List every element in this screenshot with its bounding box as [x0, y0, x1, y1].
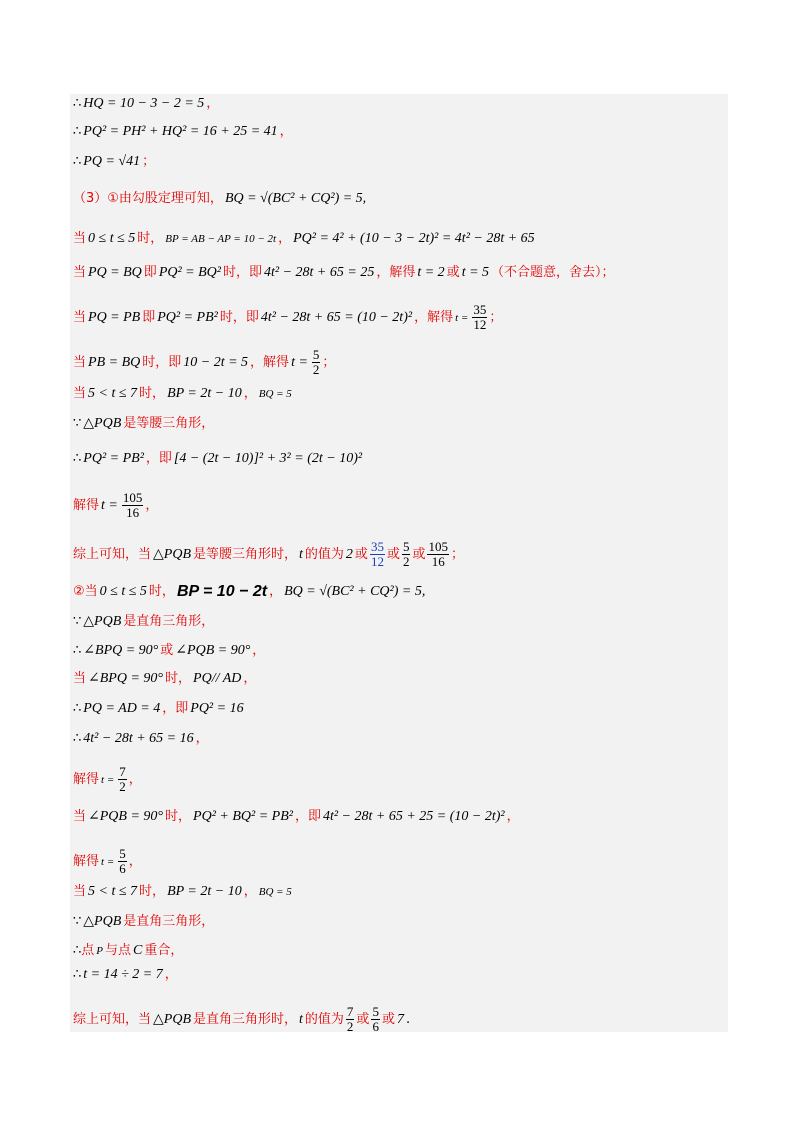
explanation-text: 或: [354, 546, 368, 562]
math-expression: PQ = √41: [83, 154, 141, 169]
explanation-text: ，: [506, 809, 520, 824]
explanation-text: 时，: [148, 584, 175, 599]
logic-symbol: ∵: [73, 914, 82, 929]
explanation-text: 时，即: [219, 309, 259, 325]
explanation-text: ，: [206, 96, 220, 111]
solution-line: [73, 700, 246, 718]
explanation-text: ，即: [162, 701, 189, 716]
explanation-text: 是等腰三角形时，: [193, 546, 298, 562]
explanation-text: 即: [143, 265, 157, 280]
explanation-text: 是直角三角形，: [123, 914, 215, 929]
explanation-text: ，解得: [376, 265, 416, 280]
math-expression: △PQB: [83, 614, 122, 629]
fraction-numerator: 35: [370, 539, 384, 554]
fraction: [402, 540, 411, 569]
solution-line: [73, 808, 520, 826]
solution-line: [73, 966, 178, 984]
solution-line: [73, 540, 464, 569]
explanation-text: ，: [243, 386, 257, 401]
math-expression: PQ// AD: [193, 671, 242, 686]
explanation-text: 或: [356, 1011, 370, 1027]
explanation-text: 解得: [73, 853, 100, 869]
explanation-text: 当: [73, 231, 87, 246]
explanation-text: 当: [73, 309, 87, 325]
explanation-text: 即: [142, 309, 156, 325]
explanation-text: 综上可知，当: [73, 1011, 152, 1027]
math-expression: BQ = √(BC² + CQ²) = 5,: [224, 191, 367, 206]
explanation-text: 当: [73, 671, 87, 686]
fraction-denominator: 16: [431, 554, 445, 569]
explanation-text: ，即: [294, 809, 321, 824]
fraction: [118, 847, 127, 876]
explanation-text: 时，: [139, 386, 166, 401]
explanation-text: 点: [81, 943, 95, 958]
logic-symbol: ∴: [73, 154, 82, 169]
math-expression: 2: [345, 546, 353, 562]
explanation-text: 时，: [165, 671, 192, 686]
logic-symbol: ∵: [73, 614, 82, 629]
explanation-text: （3）①由勾股定理可知，: [73, 191, 223, 206]
fraction: [472, 303, 487, 332]
explanation-text: 时，: [137, 231, 164, 246]
fraction-numerator: 5: [312, 347, 320, 362]
explanation-text: ②当: [73, 584, 98, 599]
explanation-text: ，解得: [414, 309, 454, 325]
math-expression: PQ² = PH² + HQ² = 16 + 25 = 41: [83, 124, 278, 139]
solution-line: [73, 847, 142, 876]
math-expression: 4t² − 28t + 65 = 25: [264, 265, 375, 280]
solution-line: [73, 913, 214, 931]
fraction: [346, 1005, 355, 1034]
math-expression: BQ = √(BC² + CQ²) = 5,: [284, 584, 426, 599]
logic-symbol: ∴: [73, 124, 82, 139]
math-expression: BQ = 5: [258, 388, 292, 400]
math-expression: 4t² − 28t + 65 = 16: [83, 731, 194, 746]
fraction-denominator: 16: [126, 505, 140, 520]
math-expression: t =: [101, 497, 118, 513]
solution-line: [73, 303, 502, 332]
explanation-text: 与点: [105, 943, 132, 958]
explanation-text: ，即: [145, 451, 172, 466]
math-expression: t =: [101, 773, 115, 786]
logic-symbol: ∴: [73, 967, 82, 982]
explanation-text: ；: [142, 154, 156, 169]
math-expression: 10 − 2t = 5: [183, 354, 249, 370]
explanation-text: ，解得: [250, 354, 290, 370]
math-expression: 5 < t ≤ 7: [88, 386, 138, 401]
logic-symbol: ∴: [73, 96, 82, 111]
solution-line: [73, 730, 209, 748]
explanation-text: （不合题意，舍去）；: [491, 265, 615, 280]
explanation-text: 的值为: [304, 1011, 344, 1027]
math-expression: △PQB: [83, 914, 122, 929]
math-expression: BP = AB − AP = 10 − 2t: [165, 233, 277, 245]
math-expression: C: [133, 943, 143, 958]
solution-line: [73, 230, 537, 248]
math-expression: t: [299, 546, 303, 562]
explanation-text: 当: [73, 265, 87, 280]
fraction-numerator: 5: [402, 539, 410, 554]
math-expression: PQ = BQ: [88, 265, 142, 280]
solution-line: [73, 642, 265, 660]
fraction-denominator: 2: [312, 362, 320, 377]
logic-symbol: .: [405, 1011, 411, 1027]
math-expression: P: [96, 945, 104, 957]
fraction: [312, 348, 321, 377]
solution-line: [73, 765, 142, 794]
fraction: [370, 540, 385, 569]
math-expression: PQ² = BQ²: [158, 265, 221, 280]
fraction-denominator: 2: [346, 1019, 354, 1034]
solution-line: [73, 385, 294, 403]
math-expression: BQ = 5: [258, 886, 292, 898]
solution-line: [73, 348, 335, 377]
solution-line: [73, 264, 615, 282]
math-expression: ∠BPQ = 90°: [88, 671, 164, 686]
explanation-text: ；: [322, 354, 336, 370]
solution-line: [73, 583, 427, 601]
math-expression: △PQB: [153, 1011, 191, 1027]
logic-symbol: ∵: [73, 416, 82, 431]
logic-symbol: ∴: [73, 643, 82, 658]
math-expression: PQ = PB: [88, 309, 141, 325]
math-expression: 7: [396, 1011, 404, 1027]
fraction-numerator: 5: [372, 1004, 379, 1019]
math-expression: PQ² + BQ² = PB²: [193, 809, 293, 824]
explanation-text: 时，即: [222, 265, 262, 280]
solution-line: [73, 942, 183, 960]
fraction: [118, 765, 127, 794]
explanation-text: 时，: [139, 884, 166, 899]
fraction: [371, 1005, 380, 1034]
explanation-text: ，: [164, 967, 178, 982]
fraction-denominator: 2: [402, 554, 410, 569]
explanation-text: 是直角三角形时，: [193, 1011, 298, 1027]
math-expression: △PQB: [83, 416, 122, 431]
explanation-text: 当: [73, 884, 87, 899]
fraction-denominator: 6: [119, 861, 126, 876]
math-expression: t =: [101, 855, 115, 868]
solution-line: [73, 95, 219, 113]
solution-line: [73, 190, 368, 208]
explanation-text: 是等腰三角形，: [123, 416, 215, 431]
math-expression: 5 < t ≤ 7: [88, 884, 138, 899]
explanation-text: ，: [243, 884, 257, 899]
math-expression: △PQB: [153, 546, 191, 562]
fraction-numerator: 5: [119, 846, 126, 861]
explanation-text: 是直角三角形，: [123, 614, 215, 629]
explanation-text: 当: [73, 386, 87, 401]
solution-line: [73, 613, 214, 631]
solution-line: [73, 415, 214, 433]
explanation-text: 重合，: [144, 943, 184, 958]
fraction: [122, 491, 144, 520]
logic-symbol: ∴: [73, 701, 82, 716]
math-expression: BP = 10 − 2t: [176, 583, 268, 600]
math-expression: t: [299, 1011, 303, 1027]
math-expression: ∠PQB = 90°: [88, 809, 164, 824]
solution-line: [73, 1005, 410, 1034]
explanation-text: 或: [386, 546, 400, 562]
explanation-text: 解得: [73, 497, 100, 513]
math-expression: PQ² = PB²: [157, 309, 218, 325]
explanation-text: 时，: [165, 809, 192, 824]
math-expression: 4t² − 28t + 65 + 25 = (10 − 2t)²: [322, 809, 505, 824]
explanation-text: ，: [269, 584, 283, 599]
math-expression: t = 5: [461, 265, 490, 280]
explanation-text: 时，即: [142, 354, 182, 370]
fraction: [427, 540, 449, 569]
explanation-text: ，: [128, 853, 142, 869]
math-expression: t =: [455, 311, 469, 324]
math-expression: 4t² − 28t + 65 = (10 − 2t)²: [260, 309, 413, 325]
fraction-denominator: 12: [473, 317, 487, 332]
explanation-text: 或: [381, 1011, 395, 1027]
explanation-text: 当: [73, 809, 87, 824]
explanation-text: ，: [243, 671, 257, 686]
explanation-text: ，: [278, 231, 292, 246]
explanation-text: 或: [446, 265, 460, 280]
logic-symbol: ∴: [73, 943, 82, 958]
math-expression: HQ = 10 − 3 − 2 = 5: [83, 96, 205, 111]
explanation-text: ，: [195, 731, 209, 746]
explanation-text: ，: [128, 771, 142, 787]
solution-line: [73, 883, 294, 901]
math-expression: t = 14 ÷ 2 = 7: [83, 967, 163, 982]
fraction-denominator: 2: [119, 779, 126, 794]
explanation-text: 综上可知，当: [73, 546, 152, 562]
explanation-text: ，: [145, 497, 159, 513]
fraction-denominator: 12: [370, 554, 384, 569]
explanation-text: 或: [160, 643, 174, 658]
math-expression: ∠BPQ = 90°: [83, 643, 159, 658]
explanation-text: ；: [450, 546, 464, 562]
solution-line: [73, 123, 293, 141]
math-expression: PQ² = PB²: [83, 451, 144, 466]
math-expression: BP = 2t − 10: [167, 386, 242, 401]
math-expression: PQ² = 16: [190, 701, 244, 716]
math-expression: PB = BQ: [88, 354, 141, 370]
fraction-numerator: 7: [119, 764, 126, 779]
explanation-text: 解得: [73, 771, 100, 787]
math-expression: 0 ≤ t ≤ 5: [99, 584, 147, 599]
math-expression: PQ = AD = 4: [83, 701, 161, 716]
explanation-text: ，: [252, 643, 266, 658]
math-expression: 0 ≤ t ≤ 5: [88, 231, 136, 246]
math-expression: BP = 2t − 10: [167, 884, 242, 899]
math-expression: [4 − (2t − 10)]² + 3² = (2t − 10)²: [173, 451, 363, 466]
solution-line: [73, 450, 364, 468]
fraction-numerator: 35: [473, 302, 487, 317]
math-expression: t =: [291, 354, 308, 370]
solution-line: [73, 491, 158, 520]
math-expression: PQ² = 4² + (10 − 3 − 2t)² = 4t² − 28t + 65: [293, 231, 535, 246]
explanation-text: 或: [412, 546, 426, 562]
solution-line: [73, 670, 256, 688]
solution-line: [73, 153, 155, 171]
explanation-text: ；: [489, 309, 503, 325]
fraction-numerator: 105: [122, 490, 143, 505]
math-expression: t = 2: [417, 265, 445, 280]
logic-symbol: ∴: [73, 731, 82, 746]
fraction-denominator: 6: [372, 1019, 379, 1034]
fraction-numerator: 7: [346, 1004, 354, 1019]
math-expression: ∠PQB = 90°: [175, 643, 251, 658]
fraction-numerator: 105: [428, 539, 448, 554]
explanation-text: ，: [279, 124, 293, 139]
logic-symbol: ∴: [73, 451, 82, 466]
explanation-text: 的值为: [304, 546, 344, 562]
explanation-text: 当: [73, 354, 87, 370]
